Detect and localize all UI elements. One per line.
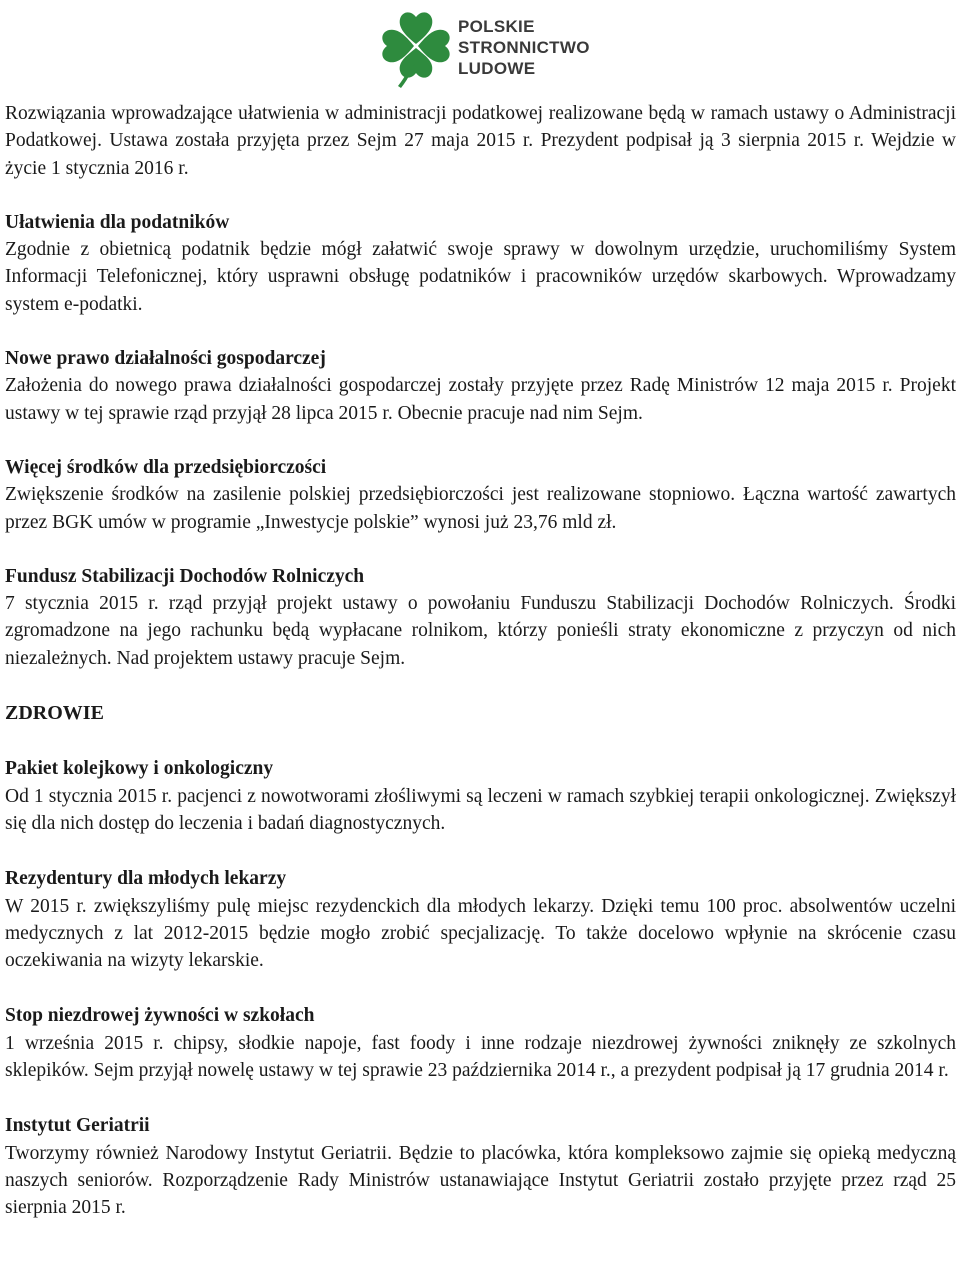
section-farm-income-fund: [5, 563, 956, 672]
section-heading: Stop niezdrowej żywności w szkołach: [5, 1005, 315, 1027]
logo-line-1: POLSKIE: [458, 17, 535, 36]
section-oncology-package: [5, 755, 956, 837]
logo-line-2: STRONNICTWO: [458, 38, 590, 57]
section-paragraph: Zgodnie z obietnicą podatnik będzie mógł załatwić swoje sprawy w dowolnym urzędzie, uruchomiliśmy System Informacji Telefonicznej, który usprawni obsługę podatników i pracowników urzędów skarbowych. Wprowadzamy system e-podatki.: [5, 239, 956, 315]
section-heading: Ułatwienia dla podatników: [5, 211, 230, 233]
page-header: [0, 0, 960, 96]
section-heading: Rezydentury dla młodych lekarzy: [5, 868, 287, 890]
section-school-food: [5, 1002, 956, 1084]
document-body: [5, 100, 956, 1222]
party-logo: [376, 6, 596, 90]
section-paragraph: Założenia do nowego prawa działalności gospodarczej zostały przyjęte przez Radę Ministrów 12 maja 2015 r. Projekt ustawy w tej sprawie rząd przyjął 28 lipca 2015 r. Obecnie pracuje nad nim Sejm.: [5, 375, 956, 424]
section-heading: Instytut Geriatrii: [5, 1115, 150, 1137]
logo-line-3: LUDOWE: [458, 59, 536, 78]
section-paragraph: Zwiększenie środków na zasilenie polskiej przedsiębiorczości jest realizowane stopniowo. Łączna wartość zawartych przez BGK umów w programie „Inwestycje polskie” wynosi już 23,76 mld zł.: [5, 484, 956, 533]
section-heading: Więcej środków dla przedsiębiorczości: [5, 456, 327, 478]
section-heading: Pakiet kolejkowy i onkologiczny: [5, 758, 274, 780]
logo-wordmark: [458, 16, 590, 79]
category-health: [5, 700, 956, 727]
four-leaf-clover-icon: [376, 6, 460, 90]
category-heading: ZDROWIE: [5, 702, 104, 725]
section-heading: Nowe prawo działalności gospodarczej: [5, 348, 326, 370]
intro-paragraph: Rozwiązania wprowadzające ułatwienia w administracji podatkowej realizowane będą w ramach ustawy o Administracji Podatkowej. Ustawa została przyjęta przez Sejm 27 maja 2015 r. Prezydent podpisał ją 3 sierpnia 2015 r. Wejdzie w życie 1 stycznia 2016 r.: [5, 103, 956, 179]
section-heading: Fundusz Stabilizacji Dochodów Rolniczych: [5, 565, 365, 587]
section-geriatrics-institute: [5, 1112, 956, 1221]
section-paragraph: 7 stycznia 2015 r. rząd przyjął projekt ustawy o powołaniu Funduszu Stabilizacji Dochodów Rolniczych. Środki zgromadzone na jego rachunku będą wypłacane rolnikom, którzy ponieśli straty ekonomiczne z przyczyn od nich niezależnych. Nad projektem ustawy pracuje Sejm.: [5, 593, 956, 669]
section-residencies: [5, 865, 956, 974]
section-paragraph: 1 września 2015 r. chipsy, słodkie napoje, fast foody i inne rodzaje niezdrowej żywności zniknęły ze szkolnych sklepików. Sejm przyjął nowelę ustawy w tej sprawie 23 października 2014 r., a prezydent podpisał ją 17 grudnia 2014 r.: [5, 1032, 956, 1082]
section-taxpayers: [5, 209, 956, 318]
section-entrepreneurship: [5, 454, 956, 536]
section-paragraph: Tworzymy również Narodowy Instytut Geriatrii. Będzie to placówka, która kompleksowo zajmie się opieką medyczną naszych seniorów. Rozporządzenie Rady Ministrów ustanawiające Instytut Geriatrii zostało przyjęte przez rząd 25 sierpnia 2015 r.: [5, 1142, 956, 1219]
section-paragraph: Od 1 stycznia 2015 r. pacjenci z nowotworami złośliwymi są leczeni w ramach szybkiej terapii onkologicznej. Zwiększył się dla nich dostęp do leczenia i badań diagnostycznych.: [5, 785, 956, 834]
section-paragraph: W 2015 r. zwiększyliśmy pulę miejsc rezydenckich dla młodych lekarzy. Dzięki temu 100 proc. absolwentów uczelni medycznych z lat 2012-2015 będzie mogło zrobić specjalizację. To także docelowo wpłynie na skrócenie czasu oczekiwania na wizyty lekarskie.: [5, 895, 956, 972]
section-business-law: [5, 345, 956, 427]
